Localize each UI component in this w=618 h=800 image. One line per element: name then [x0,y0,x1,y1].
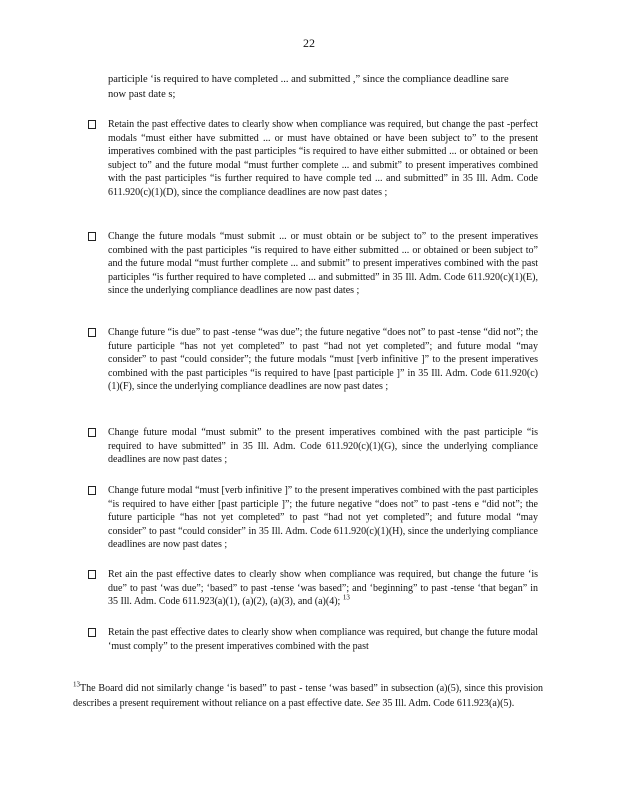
list-item-text-body: Ret ain the past effective dates to clearly show when compliance was required, but change the future ‘is due” to past ‘was due”; ‘based” to past -tense ‘was based”; and ‘beginning” to past -tense ‘that began” in 35 Ill. Adm. Code 611.923(a)(1), (a)(2), (a)(3), and (a)(4); [108,569,538,608]
list-item [88,118,538,200]
list-item [88,568,538,609]
checkbox-bullet-icon [88,428,96,437]
list-item-text: Retain the past effective dates to clearly show when compliance was required, but change the past -perfect modals “must either have submitted ... or must have obtained or have been subject to” to the present imperatives combined with the past participles “is required to have either submitted ... or obtained or been subject to” and the future modal “must further complete ... and submit” to present imperatives combined with the past participles “is further required to have comple ted ... and submitted” in 35 Ill. Adm. Code 611.920(c)(1)(D), since the compliance deadlines are now past dates ; [108,119,538,198]
checkbox-bullet-icon [88,486,96,495]
checkbox-bullet-icon [88,232,96,241]
list-item [88,326,538,394]
checkbox-bullet-icon [88,120,96,129]
checkbox-bullet-icon [88,328,96,337]
list-item-text: Change future “is due” to past -tense “was due”; the future negative “does not” to past -tense “did not”; the future participle “has not yet completed” to past “had not yet completed”; and future modal “may consider” to past “could consider”; the future modals “must [verb infinitive ]” to the present imperatives combined with the past participles “is required to have [past participle ]” in 35 Ill. Adm. Code 611.920(c)(1)(F), since the underlying compliance deadlines are now past dates ; [108,327,538,393]
list-item-text [108,568,538,609]
footnote [73,682,543,711]
footnote-text: The Board did not similarly change ‘is based” to past - tense ‘was based” in subsection (a)(5), since this provision describes a present requirement without reliance on a past effective date. [73,683,543,709]
checkbox-bullet-icon [88,628,96,637]
continued-paragraph: participle ‘is required to have completed ... and submitted ,” since the compliance deadline sare now past date s; [108,74,509,100]
footnote-citation: 35 Ill. Adm. Code 611.923(a)(5). [382,697,515,709]
footnote-see-signal: See [366,697,380,709]
list-item [88,484,538,552]
list-item-text: Change the future modals “must submit ... or must obtain or be subject to” to the present imperatives combined with the past participles “is required to have either submitted ... or obtained or been subject to” and the future modal “must further complete ... and submit” to present imperatives combined with the past participles “is further required to have completed ... and submitted” in 35 Ill. Adm. Code 611.920(c)(1)(E), since the underlying compliance deadlines are now past dates ; [108,231,538,297]
footnote-reference[interactable]: 13 [342,593,350,602]
list-item-text: Change future modal “must [verb infinitive ]” to the present imperatives combined with the past participles “is required to have either [past participle ]”; the future negative “does not” to past -tens e “did not”; the future participle “has not yet completed” to past “had not yet completed”; and future modal “may consider” to past “could consider” in 35 Ill. Adm. Code 611.920(c)(1)(H), since the underlying compliance deadlines are now past dates ; [108,485,538,551]
list-item [88,230,538,298]
list-item-text: Change future modal “must submit” to the present imperatives combined with the past participle “is required to have submitted” in 35 Ill. Adm. Code 611.920(c)(1)(G), since the underlying compliance deadlines are now past dates ; [108,427,538,466]
list-item [88,426,538,467]
list-item [88,626,538,653]
list-item-text: Retain the past effective dates to clearly show when compliance was required, but change the future modal ‘must comply” to the present imperatives combined with the past [108,627,538,652]
checkbox-bullet-icon [88,570,96,579]
page-number: 22 [303,36,315,50]
footnote-marker: 13 [73,680,80,689]
